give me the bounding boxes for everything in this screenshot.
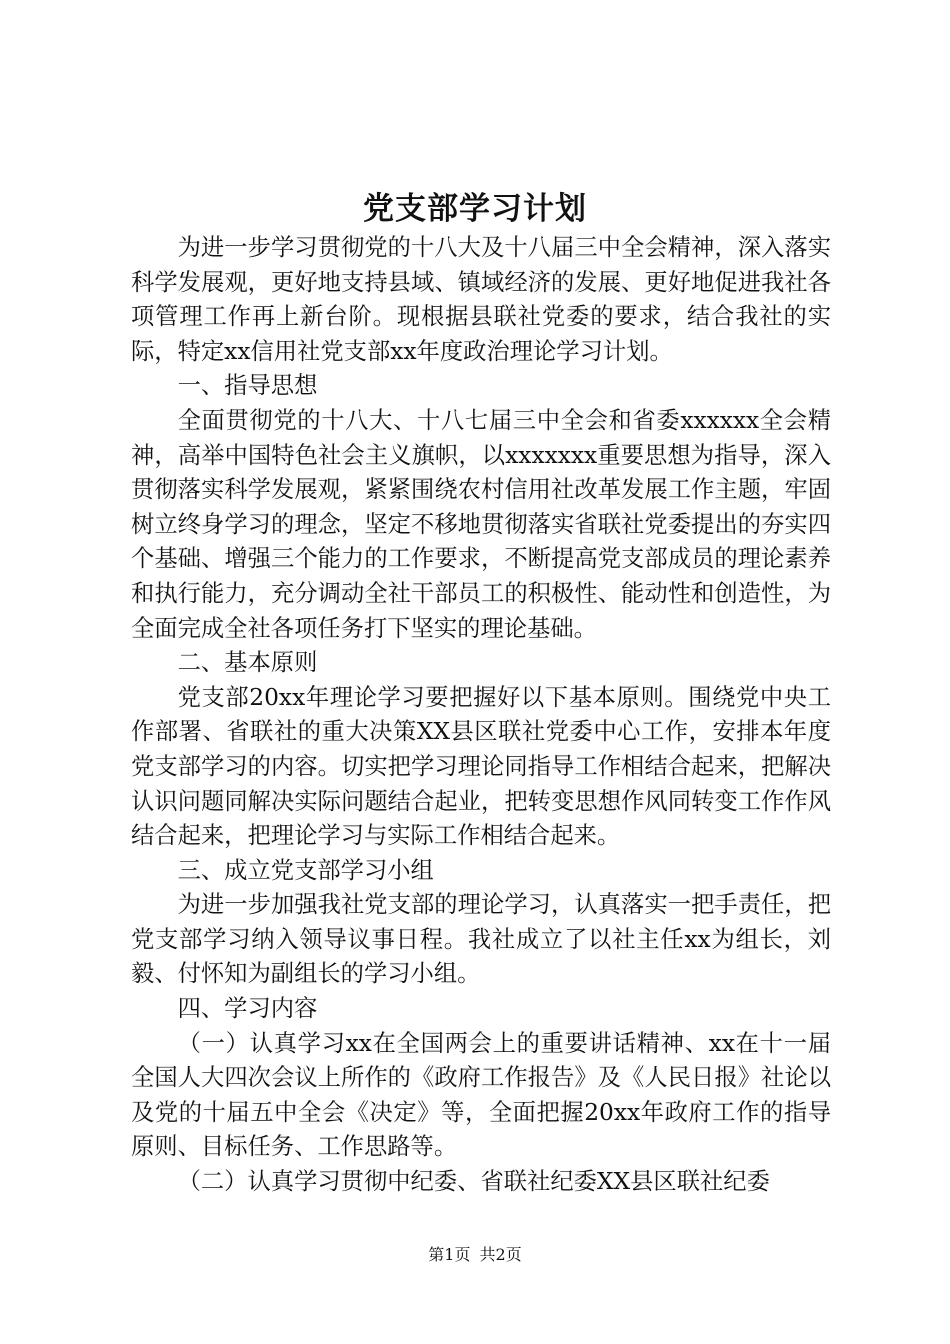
study-content-item-1: （一）认真学习xx在全国两会上的重要讲话精神、xx在十一届全国人大四次会议上所作的《政府工作报告》及《人民日报》社论以及党的十届五中全会《决定》等，全面把握20xx年政府工作的指导原则、目标任务、工作思路等。: [131, 1029, 831, 1161]
page-number: 第1页: [428, 1245, 471, 1264]
page-footer: [0, 1244, 950, 1266]
intro-paragraph: 为进一步学习贯彻党的十八大及十八届三中全会精神，深入落实科学发展观，更好地支持县域、镇域经济的发展、更好地促进我社各项管理工作再上新台阶。现根据县联社党委的要求，结合我社的实际，特定xx信用社党支部xx年度政治理论学习计划。: [131, 234, 831, 365]
document-body: [131, 231, 831, 1200]
basic-principles-paragraph: 党支部20xx年理论学习要把握好以下基本原则。围绕党中央工作部署、省联社的重大决策XX县区联社党委中心工作，安排本年度党支部学习的内容。切实把学习理论同指导工作相结合起来，把解决认识问题同解决实际问题结合起业，把转变思想作风同转变工作作风结合起来，把理论学习与实际工作相结合起来。: [131, 683, 831, 850]
document-title: 党支部学习计划: [363, 191, 587, 227]
section-heading-basic-principles: 二、基本原则: [177, 649, 318, 677]
section-heading-study-group: 三、成立党支部学习小组: [177, 856, 434, 884]
section-heading-guiding-thought: 一、指导思想: [177, 372, 318, 400]
page-total: 共2页: [479, 1245, 522, 1264]
section-heading-study-content: 四、学习内容: [177, 995, 318, 1023]
study-content-item-2: （二）认真学习贯彻中纪委、省联社纪委XX县区联社纪委: [177, 1168, 770, 1196]
study-group-paragraph: 为进一步加强我社党支部的理论学习，认真落实一把手责任，把党支部学习纳入领导议事日程。我社成立了以社主任xx为组长，刘毅、付怀知为副组长的学习小组。: [131, 891, 831, 988]
guiding-thought-paragraph: 全面贯彻党的十八大、十八七届三中全会和省委xxxxxx全会精神，高举中国特色社会主义旗帜，以xxxxxxx重要思想为指导，深入贯彻落实科学发展观，紧紧围绕农村信用社改革发展工作主题，牢固树立终身学习的理念，坚定不移地贯彻落实省联社党委提出的夯实四个基础、增强三个能力的工作要求，不断提高党支部成员的理论素养和执行能力，充分调动全社干部员工的积极性、能动性和创造性，为全面完成全社各项任务打下坚实的理论基础。: [131, 406, 831, 642]
